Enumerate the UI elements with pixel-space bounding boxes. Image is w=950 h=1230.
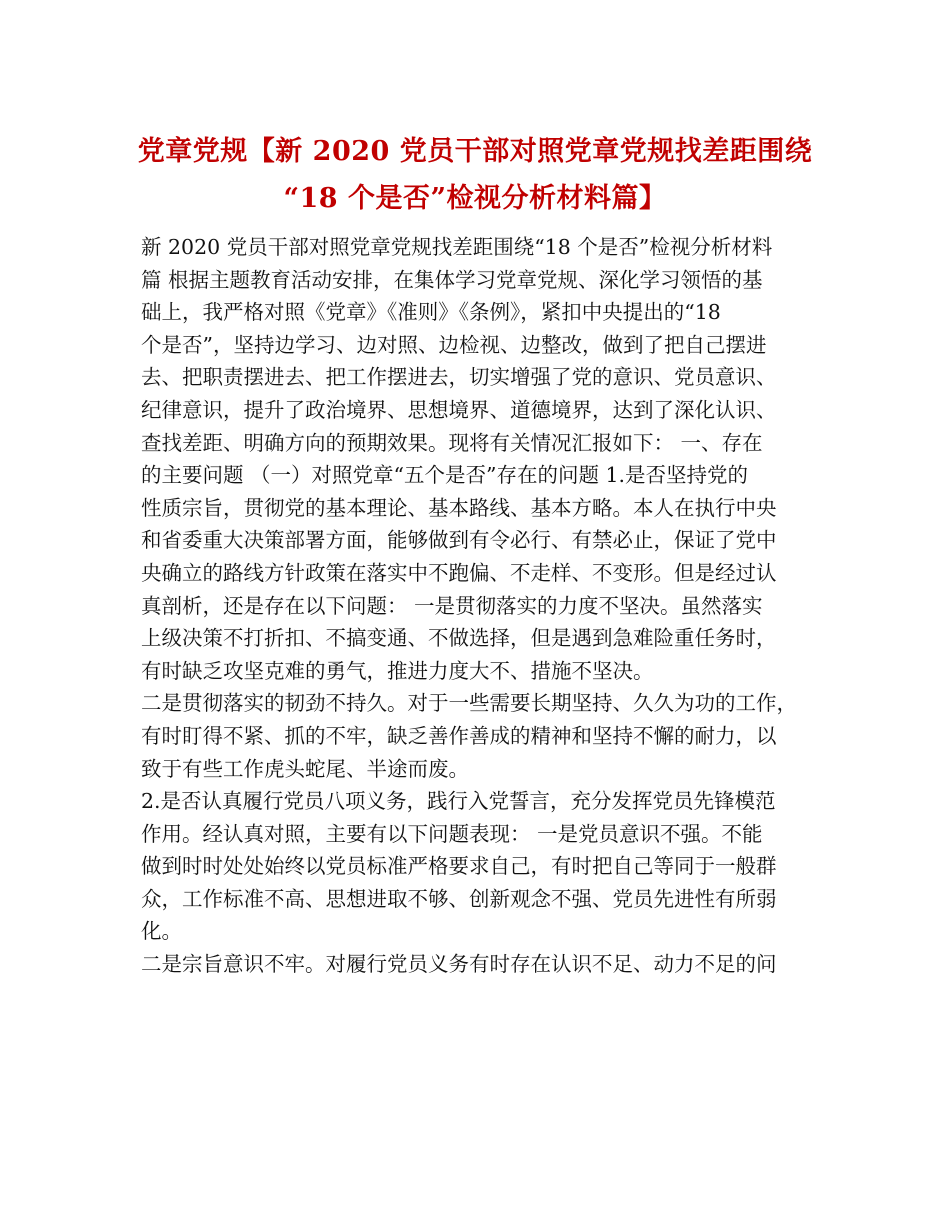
text-line: 真剖析，还是存在以下问题： 一是贯彻落实的力度不坚决。虽然落实 [141,593,763,618]
text-line: 有时缺乏攻坚克难的勇气，推进力度大不、措施不坚决。 [141,658,654,683]
text-line: 2.是否认真履行党员八项义务，践行入党誓言，充分发挥党员先锋模范 [141,789,776,814]
text-line: 有时盯得不紧、抓的不牢，缺乏善作善成的精神和坚持不懈的耐力，以 [141,723,777,748]
text-line: 作用。经认真对照，主要有以下问题表现： 一是党员意识不强。不能 [141,821,763,846]
text-line: 纪律意识，提升了政治境界、思想境界、道德境界，达到了深化认识、 [141,397,777,422]
text-line: 化。 [141,919,182,944]
text-line: 性质宗旨，贯彻党的基本理论、基本路线、基本方略。本人在执行中央 [141,495,777,520]
text-line: 去、把职责摆进去、把工作摆进去，切实增强了党的意识、党员意识、 [141,365,777,390]
text-line: 致于有些工作虎头蛇尾、半途而废。 [141,756,469,781]
document-title [120,128,830,222]
text-line: 二是贯彻落实的韧劲不持久。对于一些需要长期坚持、久久为功的工作， [141,691,797,716]
text-line: 和省委重大决策部署方面，能够做到有令必行、有禁必止，保证了党中 [141,528,777,553]
document-body [141,231,821,981]
text-line: 做到时时处处始终以党员标准严格要求自己，有时把自己等同于一般群 [141,854,777,879]
text-line: 二是宗旨意识不牢。对履行党员义务有时存在认识不足、动力不足的问 [141,952,777,977]
paragraph-4 [141,948,821,981]
text-line: 查找差距、明确方向的预期效果。现将有关情况汇报如下： 一、存在 [141,430,763,455]
paragraph-3 [141,785,821,948]
text-line: 的主要问题 （一）对照党章“五个是否”存在的问题 1.是否坚持党的 [141,463,749,488]
text-line: 上级决策不打折扣、不搞变通、不做选择，但是遇到急难险重任务时， [141,626,777,651]
paragraph-2 [141,687,821,785]
text-line: 个是否”，坚持边学习、边对照、边检视、边整改，做到了把自己摆进 [141,332,767,357]
title-line-1: 党章党规【新 2020 党员干部对照党章党规找差距围绕 [137,136,813,167]
text-line: 篇 根据主题教育活动安排，在集体学习党章党规、深化学习领悟的基 [141,267,763,292]
text-line: 新 2020 党员干部对照党章党规找差距围绕“18 个是否”检视分析材料 [141,235,773,259]
text-line: 众，工作标准不高、思想进取不够、创新观念不强、党员先进性有所弱 [141,886,777,911]
text-line: 央确立的路线方针政策在落实中不跑偏、不走样、不变形。但是经过认 [141,560,777,585]
paragraph-1 [141,231,821,687]
text-line: 础上，我严格对照《党章》《准则》《条例》，紧扣中央提出的“18 [141,300,721,325]
title-line-2: “18 个是否”检视分析材料篇】 [283,183,667,214]
